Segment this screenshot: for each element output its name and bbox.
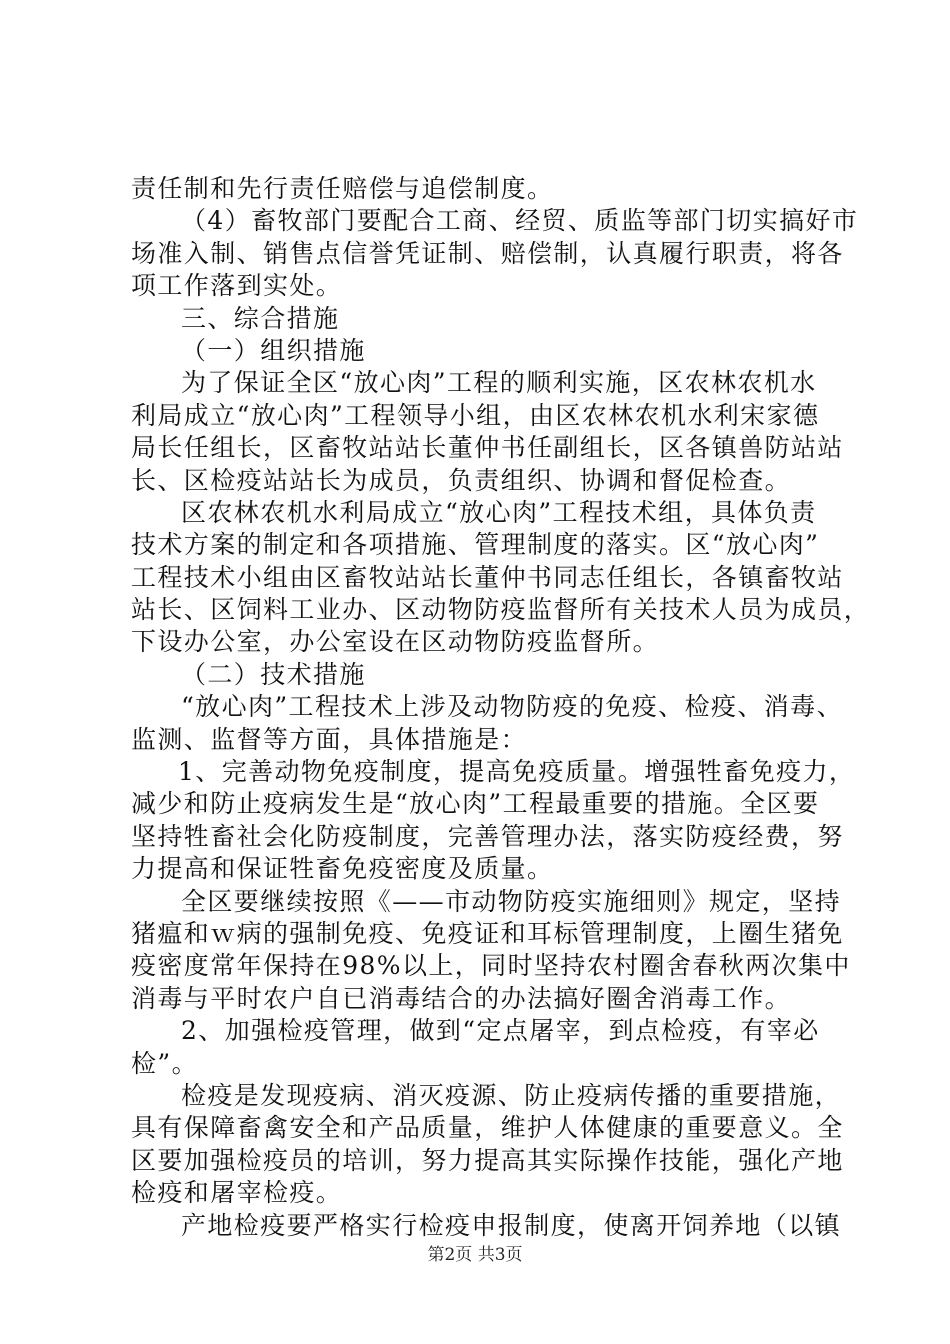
text-line: 监测、监督等方面，具体措施是： <box>131 724 528 754</box>
text-line: 减少和防止疫病发生是“放心肉”工程最重要的措施。全区要 <box>131 789 820 819</box>
text-line: 局长任组长，区畜牧站站长董仲书任副组长，区各镇兽防站站 <box>131 433 844 463</box>
text-line: 站长、区饲料工业办、区动物防疫监督所有关技术人员为成员， <box>131 595 871 625</box>
text-line: 猪瘟和ｗ病的强制免疫、免疫证和耳标管理制度，上圈生猪免 <box>131 918 844 948</box>
text-line: 工程技术小组由区畜牧站站长董仲书同志任组长，各镇畜牧站 <box>131 562 844 592</box>
document-body <box>131 173 871 1242</box>
text-line: 项工作落到实处。 <box>131 271 343 301</box>
text-line: 下设办公室，办公室设在区动物防疫监督所。 <box>131 627 660 657</box>
text-line: 责任制和先行责任赔偿与追偿制度。 <box>131 174 554 203</box>
text-line: 长、区检疫站站长为成员，负责组织、协调和督促检查。 <box>131 465 792 495</box>
page-number-footer: 第2页 共3页 <box>427 1245 523 1265</box>
text-line: 2、加强检疫管理，做到“定点屠宰，到点检疫，有宰必 <box>181 1016 820 1046</box>
text-line: 区农林农机水利局成立“放心肉”工程技术组，具体负责 <box>181 497 817 527</box>
text-line: 检”。 <box>131 1048 198 1078</box>
text-line: 利局成立“放心肉”工程领导小组，由区农林农机水利宋家德 <box>131 400 820 430</box>
text-line: “放心肉”工程技术上涉及动物防疫的免疫、检疫、消毒、 <box>181 692 843 722</box>
text-line: 消毒与平时农户自已消毒结合的办法搞好圈舍消毒工作。 <box>131 983 792 1013</box>
text-line: 全区要继续按照《——市动物防疫实施细则》规定，坚持 <box>181 886 842 916</box>
text-line: 检疫和屠宰检疫。 <box>131 1178 343 1208</box>
text-line: 检疫是发现疫病、消灭疫源、防止疫病传播的重要措施， <box>181 1080 842 1110</box>
text-line: 疫密度常年保持在98%以上，同时坚持农村圈舍春秋两次集中 <box>131 951 851 981</box>
text-line: 1、完善动物免疫制度，提高免疫质量。增强牲畜免疫力， <box>178 757 856 787</box>
section-heading: 三、综合措施 <box>181 303 340 333</box>
text-line: 技术方案的制定和各项措施、管理制度的落实。区“放心肉” <box>131 530 820 560</box>
text-line: （4）畜牧部门要配合工商、经贸、质监等部门切实搞好市 <box>181 206 859 236</box>
subsection-heading: （一）组织措施 <box>181 335 366 365</box>
text-line: 区要加强检疫员的培训，努力提高其实际操作技能，强化产地 <box>131 1145 844 1175</box>
text-line: 力提高和保证牲畜免疫密度及质量。 <box>131 854 554 884</box>
text-line: 场准入制、销售点信誉凭证制、赔偿制，认真履行职责，将各 <box>131 238 844 268</box>
text-line: 坚持牲畜社会化防疫制度，完善管理办法，落实防疫经费，努 <box>131 821 844 851</box>
text-line: 具有保障畜禽安全和产品质量，维护人体健康的重要意义。全 <box>131 1113 844 1143</box>
text-line: 为了保证全区“放心肉”工程的顺利实施，区农林农机水 <box>181 368 817 398</box>
subsection-heading: （二）技术措施 <box>181 659 366 689</box>
text-line: 产地检疫要严格实行检疫申报制度，使离开饲养地（以镇 <box>181 1210 842 1240</box>
